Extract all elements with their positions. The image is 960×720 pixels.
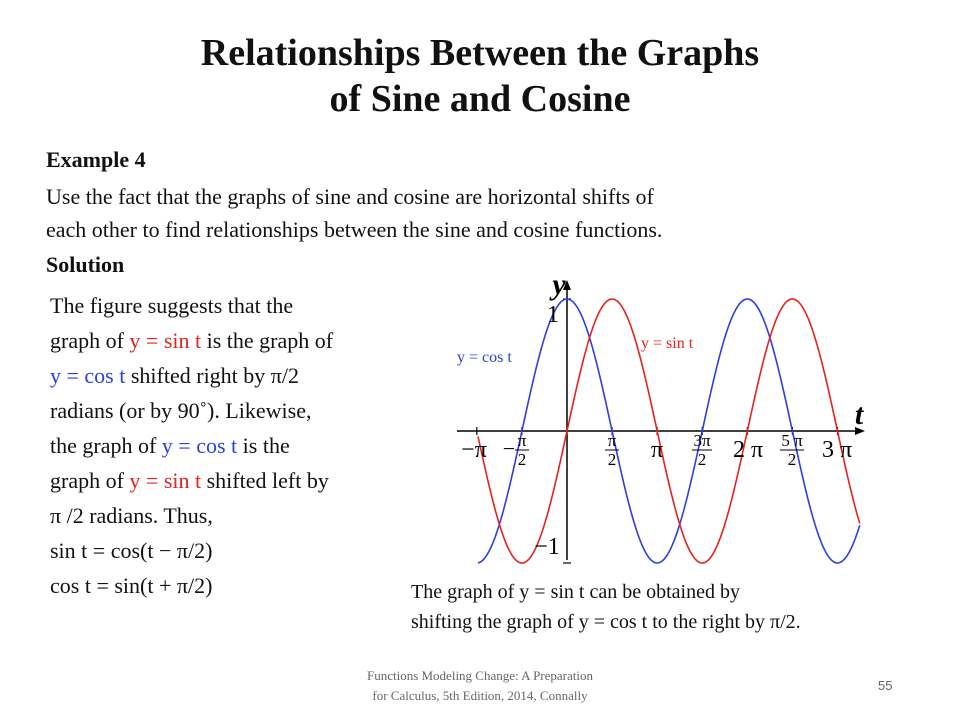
x-tick-two-pi: 2 π bbox=[732, 437, 764, 463]
slide-title bbox=[0, 30, 960, 122]
explanation-line-3 bbox=[50, 358, 435, 393]
explanation-line-7: π /2 radians. Thus, bbox=[50, 503, 213, 528]
x-tick-half-pi-num: π bbox=[607, 431, 617, 450]
explanation-line-1: The figure suggests that the bbox=[50, 293, 294, 318]
explanation-line-4: radians (or by 90˚). Likewise, bbox=[50, 398, 312, 423]
sin-expression: y = sin t bbox=[129, 328, 202, 353]
title-line-1: Relationships Between the Graphs bbox=[200, 32, 760, 74]
graph-caption bbox=[411, 577, 951, 637]
x-tick-three-half-pi-num: 3π bbox=[693, 431, 711, 450]
solution-explanation bbox=[50, 288, 435, 603]
x-tick-five-half-pi-num: 5 π bbox=[781, 431, 803, 450]
sine-cosine-graph bbox=[455, 270, 871, 566]
footer-line-1: Functions Modeling Change: A Preparation bbox=[366, 668, 594, 683]
sin-curve-label: y = sin t bbox=[641, 335, 694, 352]
example-label: Example 4 bbox=[46, 147, 146, 172]
explanation-text: is the bbox=[237, 433, 290, 458]
explanation-text: graph of bbox=[50, 468, 130, 493]
y-tick-1: 1 bbox=[547, 302, 559, 328]
y-tick-neg1: −1 bbox=[534, 534, 560, 560]
explanation-text: is the graph of bbox=[201, 328, 334, 353]
page-number: 55 bbox=[878, 678, 893, 693]
x-tick-neg-half-pi-num: π bbox=[517, 431, 527, 450]
prompt-line-1: Use the fact that the graphs of sine and cosine are horizontal shifts of bbox=[46, 184, 654, 209]
footer-line-2: for Calculus, 5th Edition, 2014, Connally bbox=[372, 688, 588, 703]
x-tick-three-pi: 3 π bbox=[821, 437, 853, 463]
explanation-text: graph of bbox=[50, 328, 130, 353]
explanation-text: shifted right by π/2 bbox=[125, 363, 300, 388]
identity-sin: sin t = cos(t − π/2) bbox=[50, 538, 213, 563]
x-tick-five-half-pi-den: 2 bbox=[787, 450, 797, 469]
prompt-line-2: each other to find relationships between the sine and cosine functions. bbox=[46, 217, 663, 242]
caption-line-2: shifting the graph of y = cos t to the right by π/2. bbox=[411, 611, 801, 633]
y-axis-label: y bbox=[552, 270, 566, 301]
solution-label: Solution bbox=[46, 252, 125, 277]
sin-expression: y = sin t bbox=[129, 468, 202, 493]
x-tick-neg-half-pi-sign: − bbox=[502, 436, 516, 461]
explanation-line-5 bbox=[50, 428, 435, 463]
explanation-text: shifted left by bbox=[201, 468, 329, 493]
x-tick-three-half-pi-den: 2 bbox=[697, 450, 707, 469]
x-tick-half-pi-den: 2 bbox=[607, 450, 617, 469]
x-tick-neg-half-pi-den: 2 bbox=[517, 450, 527, 469]
example-prompt bbox=[46, 180, 926, 246]
explanation-line-2 bbox=[50, 323, 435, 358]
x-tick-neg-pi: −π bbox=[461, 437, 487, 463]
explanation-text: the graph of bbox=[50, 433, 162, 458]
footer-citation bbox=[290, 666, 670, 706]
cos-curve-label: y = cos t bbox=[457, 349, 512, 366]
x-axis-label: t bbox=[854, 398, 864, 431]
cos-expression: y = cos t bbox=[161, 433, 238, 458]
caption-line-1: The graph of y = sin t can be obtained by bbox=[411, 581, 740, 603]
explanation-line-6 bbox=[50, 463, 435, 498]
x-tick-pi: π bbox=[650, 437, 664, 463]
identity-cos: cos t = sin(t + π/2) bbox=[50, 573, 213, 598]
title-line-2: of Sine and Cosine bbox=[329, 78, 631, 120]
cos-expression: y = cos t bbox=[50, 363, 126, 388]
